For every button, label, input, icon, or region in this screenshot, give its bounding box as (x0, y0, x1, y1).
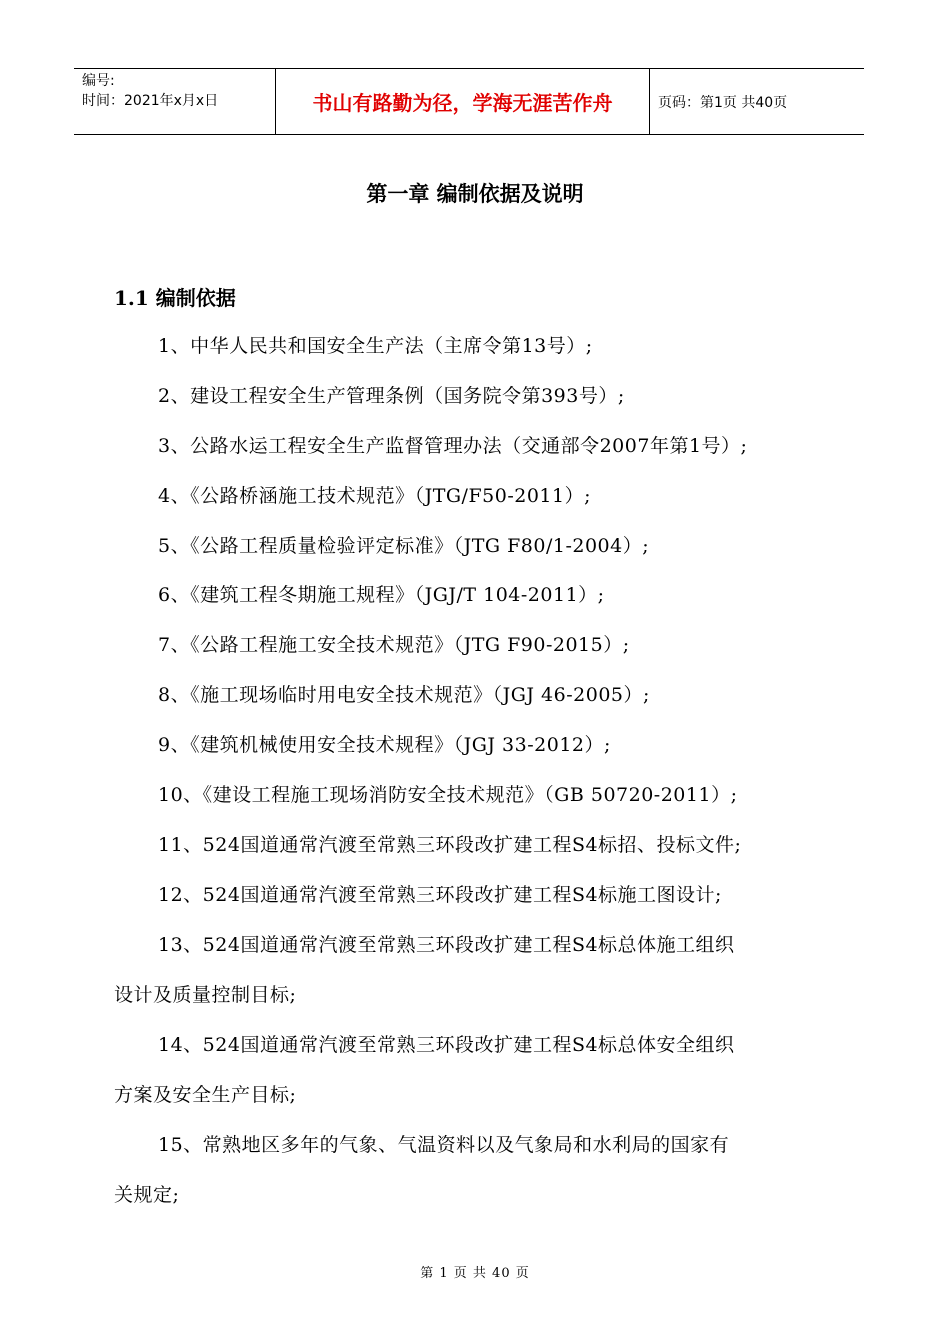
header-meta (74, 69, 276, 134)
time-label: 时间：2021年x月x日 (82, 93, 219, 109)
list-item: 13、524国道通常汽渡至常熟三环段改扩建工程S4标总体施工组织 (158, 934, 735, 956)
list-item-continuation: 方案及安全生产目标; (114, 1084, 297, 1106)
list-item: 7、《公路工程施工安全技术规范》（JTG F90-2015）; (158, 634, 630, 656)
list-item: 4、《公路桥涵施工技术规范》（JTG/F50-2011）; (158, 485, 591, 507)
list-item: 9、《建筑机械使用安全技术规程》（JGJ 33-2012）; (158, 734, 611, 756)
list-item: 3、公路水运工程安全生产监督管理办法（交通部令2007年第1号）; (158, 435, 748, 457)
list-item: 2、建设工程安全生产管理条例（国务院令第393号）; (158, 385, 625, 407)
list-item: 5、《公路工程质量检验评定标准》（JTG F80/1-2004）; (158, 535, 650, 557)
list-item: 10、《建设工程施工现场消防安全技术规范》（GB 50720-2011）; (158, 784, 738, 806)
list-item-continuation: 设计及质量控制目标; (114, 984, 297, 1006)
number-label: 编号: (82, 73, 115, 89)
section-title: 1.1 编制依据 (114, 286, 236, 310)
list-item: 15、常熟地区多年的气象、气温资料以及气象局和水利局的国家有 (158, 1134, 730, 1156)
header-motto: 书山有路勤为径，学海无涯苦作舟 (276, 69, 650, 134)
list-item: 8、《施工现场临时用电安全技术规范》（JGJ 46-2005）; (158, 684, 650, 706)
header-page-info: 页码：第1页 共40页 (658, 94, 788, 111)
page-header (74, 68, 864, 135)
list-item: 11、524国道通常汽渡至常熟三环段改扩建工程S4标招、投标文件; (158, 834, 742, 856)
page-footer: 第 1 页 共 40 页 (420, 1266, 530, 1281)
list-item: 14、524国道通常汽渡至常熟三环段改扩建工程S4标总体安全组织 (158, 1034, 735, 1056)
chapter-title: 第一章 编制依据及说明 (366, 181, 584, 206)
list-item: 1、中华人民共和国安全生产法（主席令第13号）; (158, 335, 593, 357)
list-item-continuation: 关规定; (114, 1184, 180, 1206)
list-item: 6、《建筑工程冬期施工规程》（JGJ/T 104-2011）; (158, 584, 605, 606)
list-item: 12、524国道通常汽渡至常熟三环段改扩建工程S4标施工图设计; (158, 884, 722, 906)
